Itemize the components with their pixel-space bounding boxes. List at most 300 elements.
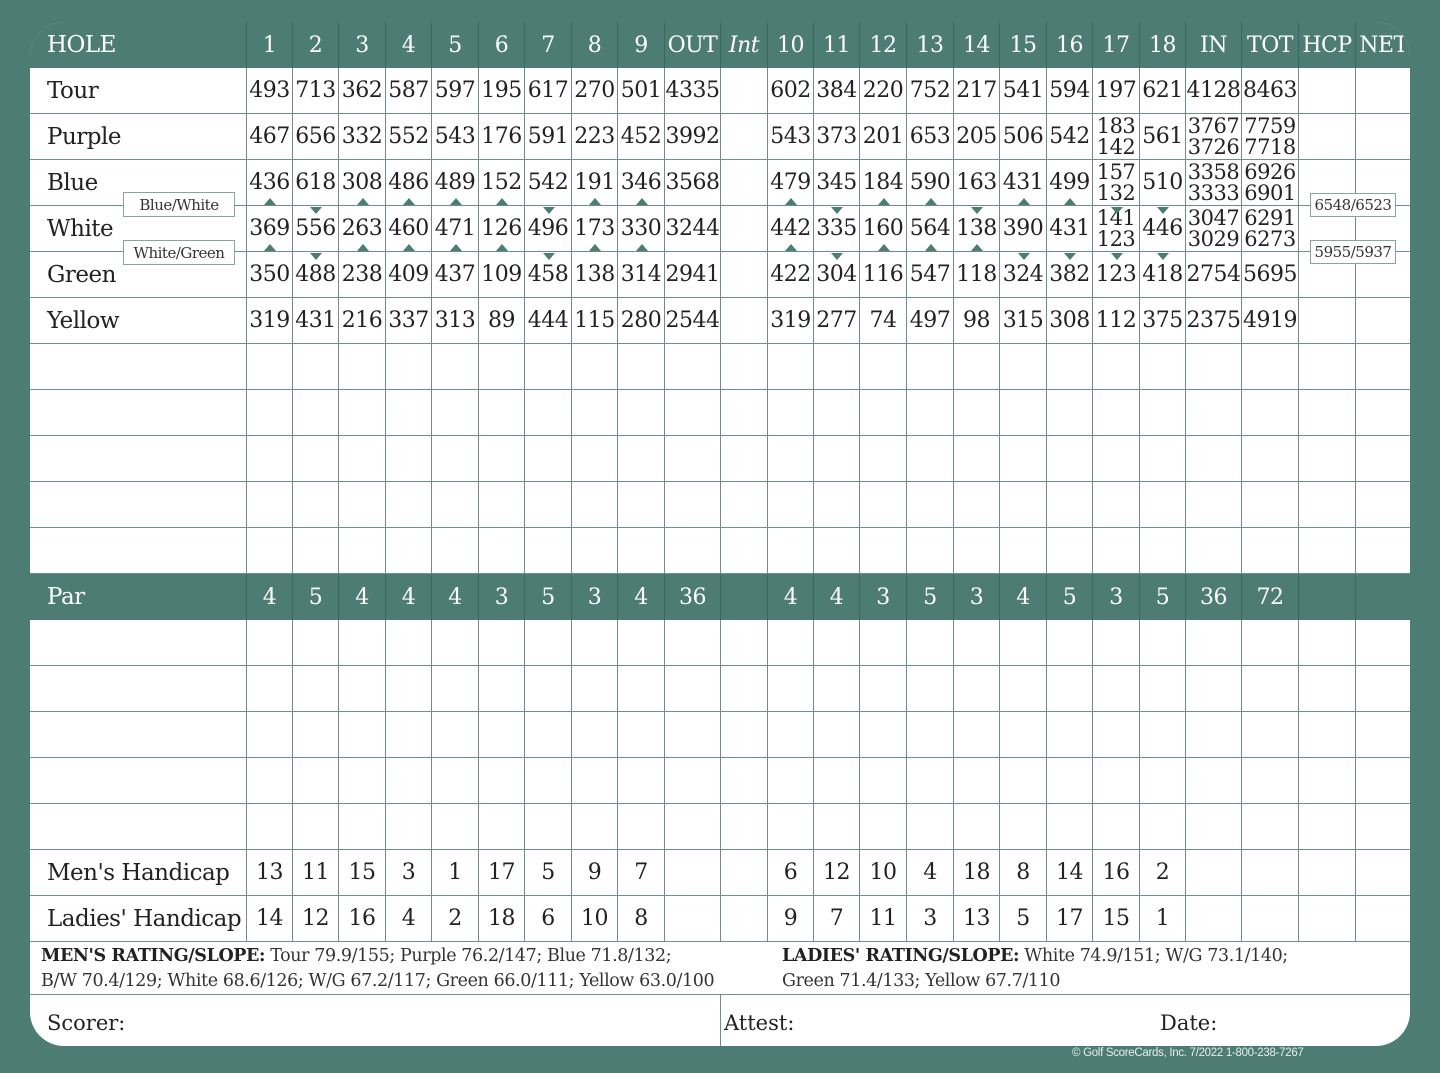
- blank-score-cell: [339, 758, 386, 804]
- blank-score-cell: [1093, 528, 1140, 574]
- blank-score-cell: [1242, 666, 1299, 712]
- blank-score-cell: [1140, 436, 1186, 482]
- par-label: Par: [30, 574, 247, 620]
- tour-tee-label: Tour: [30, 68, 247, 114]
- hole-number-1: 1: [247, 22, 293, 68]
- yellow-yardage-cell: 216: [339, 298, 386, 344]
- blue-yardage-cell: 345: [814, 160, 860, 206]
- white-yardage-cell: [721, 206, 768, 252]
- white-yardage-cell: 138: [954, 206, 1000, 252]
- tee-marker-up-icon: [589, 198, 601, 205]
- blank-score-cell: [339, 436, 386, 482]
- blank-score-cell: [525, 758, 572, 804]
- par-cell: 4: [247, 574, 293, 620]
- green-yardage-cell: 547: [907, 252, 954, 298]
- blank-score-cell: [1242, 620, 1299, 666]
- tee-marker-up-icon: [925, 198, 937, 205]
- tee-marker-up-icon: [878, 198, 890, 205]
- mens-handicap-cell: 5: [525, 850, 572, 896]
- purple-yardage-cell: [1186, 114, 1242, 160]
- blue-yardage-cell: 308: [339, 160, 386, 206]
- blue-yardage-alternate: 3333: [1187, 180, 1240, 205]
- tee-marker-up-icon: [264, 244, 276, 251]
- white-yardage-cell: 442: [768, 206, 814, 252]
- ladies-handicap-cell: 4: [386, 896, 432, 942]
- yellow-yardage-cell: 337: [386, 298, 432, 344]
- blank-score-cell: [954, 528, 1000, 574]
- blank-score-cell: [1000, 436, 1047, 482]
- green-yardage-cell: 238: [339, 252, 386, 298]
- par-cell: 5: [525, 574, 572, 620]
- mens-handicap-cell: 8: [1000, 850, 1047, 896]
- blank-score-cell: [1186, 528, 1242, 574]
- yellow-yardage-cell: 4919: [1242, 298, 1299, 344]
- tee-marker-down-icon: [971, 207, 983, 214]
- blank-score-cell: [665, 758, 721, 804]
- ladies-handicap-cell: 9: [768, 896, 814, 942]
- blue-white-combo-tag: Blue/White: [123, 192, 235, 217]
- blank-score-cell: [479, 712, 525, 758]
- blank-score-cell: [1242, 436, 1299, 482]
- blank-score-cell: [907, 344, 954, 390]
- blank-score-cell: [860, 528, 907, 574]
- purple-yardage-cell: 542: [1047, 114, 1093, 160]
- blank-score-cell: [572, 758, 618, 804]
- blank-score-cell: [432, 344, 479, 390]
- purple-yardage-alternate: 3726: [1187, 134, 1240, 159]
- blank-score-cell: [339, 666, 386, 712]
- blue-yardage-cell: 542: [525, 160, 572, 206]
- mens-handicap-cell: 17: [479, 850, 525, 896]
- ladies-handicap-cell: 5: [1000, 896, 1047, 942]
- blue-yardage-cell: 489: [432, 160, 479, 206]
- blank-score-cell: [1299, 344, 1356, 390]
- blank-score-cell: [1242, 344, 1299, 390]
- blank-score-cell: [1299, 804, 1356, 850]
- green-yardage-cell: 118: [954, 252, 1000, 298]
- yellow-yardage-cell: 497: [907, 298, 954, 344]
- blank-score-cell: [247, 666, 293, 712]
- blank-score-cell: [293, 758, 339, 804]
- white-tee-label: White: [30, 206, 247, 252]
- blank-score-cell: [339, 390, 386, 436]
- blank-score-cell: [432, 758, 479, 804]
- blank-score-cell: [721, 620, 768, 666]
- white-green-combo-tag: White/Green: [123, 240, 235, 265]
- white-yardage-cell: 496: [525, 206, 572, 252]
- blank-score-cell: [525, 482, 572, 528]
- green-yardage-cell: 2941: [665, 252, 721, 298]
- purple-yardage-cell: [721, 114, 768, 160]
- blank-score-cell: [572, 712, 618, 758]
- blank-score-cell: [665, 804, 721, 850]
- blank-score-cell: [1356, 344, 1410, 390]
- green-yardage-cell: 488: [293, 252, 339, 298]
- hole-number-out: OUT: [665, 22, 721, 68]
- ladies-handicap-cell: 12: [293, 896, 339, 942]
- purple-yardage-cell: 656: [293, 114, 339, 160]
- mens-handicap-label: Men's Handicap: [30, 850, 247, 896]
- tee-marker-up-icon: [496, 198, 508, 205]
- par-cell: 4: [386, 574, 432, 620]
- blank-score-cell: [1140, 758, 1186, 804]
- mens-handicap-cell: 9: [572, 850, 618, 896]
- par-cell: 5: [293, 574, 339, 620]
- white-yardage-cell: 335: [814, 206, 860, 252]
- blank-score-cell: [814, 436, 860, 482]
- ladies-rating-line2: Green 71.4/133; Yellow 67.7/110: [782, 971, 1061, 991]
- blank-score-cell: [525, 528, 572, 574]
- blank-score-cell: [1242, 804, 1299, 850]
- date-label: Date:: [1160, 1011, 1218, 1035]
- blank-score-cell: [907, 620, 954, 666]
- blank-label-cell: [30, 390, 247, 436]
- white-yardage-cell: [1242, 206, 1299, 252]
- tee-marker-down-icon: [831, 207, 843, 214]
- blank-score-cell: [768, 712, 814, 758]
- blank-score-cell: [1140, 712, 1186, 758]
- mens-handicap-cell: 10: [860, 850, 907, 896]
- blue-yardage-primary: 157: [1096, 159, 1136, 184]
- blank-score-cell: [954, 804, 1000, 850]
- mens-rating-heading: MEN'S RATING/SLOPE:: [41, 946, 266, 966]
- ladies-handicap-cell: [1356, 896, 1410, 942]
- tour-yardage-cell: 4335: [665, 68, 721, 114]
- tour-yardage-cell: 384: [814, 68, 860, 114]
- blank-score-cell: [386, 528, 432, 574]
- yellow-yardage-cell: [1299, 298, 1356, 344]
- mens-handicap-cell: 18: [954, 850, 1000, 896]
- par-cell: 36: [1186, 574, 1242, 620]
- tee-marker-down-icon: [1018, 253, 1030, 260]
- tour-yardage-cell: 197: [1093, 68, 1140, 114]
- blank-score-cell: [1140, 528, 1186, 574]
- purple-yardage-cell: 552: [386, 114, 432, 160]
- purple-yardage-cell: 467: [247, 114, 293, 160]
- tee-marker-down-icon: [310, 207, 322, 214]
- blank-score-cell: [432, 712, 479, 758]
- blank-score-cell: [479, 390, 525, 436]
- yellow-yardage-cell: 112: [1093, 298, 1140, 344]
- blank-label-cell: [30, 666, 247, 712]
- blank-score-cell: [479, 620, 525, 666]
- blank-score-cell: [860, 344, 907, 390]
- blank-score-cell: [247, 712, 293, 758]
- blank-score-cell: [386, 620, 432, 666]
- yellow-yardage-cell: 2544: [665, 298, 721, 344]
- blue-yardage-cell: 152: [479, 160, 525, 206]
- tee-marker-up-icon: [496, 244, 508, 251]
- tee-marker-up-icon: [1018, 198, 1030, 205]
- hole-number-8: 8: [572, 22, 618, 68]
- blank-score-cell: [1186, 482, 1242, 528]
- white-yardage-cell: 471: [432, 206, 479, 252]
- white-yardage-cell: 160: [860, 206, 907, 252]
- blank-score-cell: [293, 528, 339, 574]
- purple-yardage-cell: [1242, 114, 1299, 160]
- yellow-yardage-cell: 315: [1000, 298, 1047, 344]
- blank-score-cell: [572, 528, 618, 574]
- blank-score-cell: [618, 620, 665, 666]
- ladies-rating-slope: [782, 944, 1288, 994]
- ladies-rating-heading: LADIES' RATING/SLOPE:: [782, 946, 1020, 966]
- ladies-handicap-cell: [1186, 896, 1242, 942]
- hole-number-14: 14: [954, 22, 1000, 68]
- ladies-handicap-cell: 14: [247, 896, 293, 942]
- blank-score-cell: [618, 804, 665, 850]
- blank-score-cell: [1140, 344, 1186, 390]
- blank-score-cell: [1186, 666, 1242, 712]
- blank-score-cell: [860, 390, 907, 436]
- blank-score-cell: [1186, 758, 1242, 804]
- blank-score-cell: [339, 528, 386, 574]
- blank-score-cell: [1299, 482, 1356, 528]
- blank-score-cell: [1186, 804, 1242, 850]
- tee-marker-up-icon: [450, 244, 462, 251]
- purple-yardage-alternate: 142: [1096, 134, 1136, 159]
- blank-score-cell: [1093, 344, 1140, 390]
- tour-yardage-cell: 541: [1000, 68, 1047, 114]
- white-yardage-alternate: 123: [1096, 226, 1136, 251]
- white-yardage-cell: 390: [1000, 206, 1047, 252]
- blank-score-cell: [1093, 804, 1140, 850]
- blank-score-cell: [1140, 482, 1186, 528]
- blank-score-cell: [954, 344, 1000, 390]
- blank-score-cell: [247, 804, 293, 850]
- blank-score-cell: [860, 666, 907, 712]
- blank-score-cell: [721, 712, 768, 758]
- hole-number-12: 12: [860, 22, 907, 68]
- blank-score-cell: [954, 436, 1000, 482]
- blank-score-cell: [907, 804, 954, 850]
- blank-score-cell: [293, 436, 339, 482]
- tour-yardage-cell: 617: [525, 68, 572, 114]
- white-yardage-primary: 141: [1096, 205, 1136, 230]
- tee-marker-up-icon: [636, 198, 648, 205]
- green-yardage-cell: 437: [432, 252, 479, 298]
- blank-score-cell: [907, 390, 954, 436]
- yellow-yardage-cell: [721, 298, 768, 344]
- yellow-yardage-cell: 277: [814, 298, 860, 344]
- blank-score-cell: [247, 620, 293, 666]
- blank-score-cell: [572, 344, 618, 390]
- blank-score-cell: [1299, 436, 1356, 482]
- blank-score-cell: [479, 436, 525, 482]
- blank-score-cell: [814, 344, 860, 390]
- tee-marker-up-icon: [785, 244, 797, 251]
- blank-score-cell: [1242, 712, 1299, 758]
- blank-score-cell: [479, 758, 525, 804]
- blank-score-cell: [814, 528, 860, 574]
- ladies-handicap-cell: [1242, 896, 1299, 942]
- mens-handicap-cell: [665, 850, 721, 896]
- green-yardage-cell: [721, 252, 768, 298]
- green-yardage-cell: 382: [1047, 252, 1093, 298]
- blank-score-cell: [386, 666, 432, 712]
- par-cell: 4: [432, 574, 479, 620]
- blank-score-cell: [1000, 804, 1047, 850]
- blank-score-cell: [339, 712, 386, 758]
- mens-handicap-cell: 6: [768, 850, 814, 896]
- blank-score-cell: [293, 666, 339, 712]
- blue-yardage-cell: 510: [1140, 160, 1186, 206]
- tee-marker-down-icon: [1157, 253, 1169, 260]
- tee-marker-up-icon: [357, 198, 369, 205]
- blank-score-cell: [247, 344, 293, 390]
- green-tee-label: Green: [30, 252, 247, 298]
- ladies-handicap-cell: 7: [814, 896, 860, 942]
- blank-score-cell: [1186, 620, 1242, 666]
- ladies-rating-line1: White 74.9/151; W/G 73.1/140;: [1019, 946, 1288, 966]
- mens-rating-line1: Tour 79.9/155; Purple 76.2/147; Blue 71.8/132;: [265, 946, 672, 966]
- blue-yardage-alternate: 132: [1096, 180, 1136, 205]
- white-yardage-cell: 460: [386, 206, 432, 252]
- blank-label-cell: [30, 620, 247, 666]
- blank-score-cell: [432, 528, 479, 574]
- blank-score-cell: [618, 712, 665, 758]
- ladies-handicap-cell: 6: [525, 896, 572, 942]
- blank-score-cell: [860, 620, 907, 666]
- blank-score-cell: [1000, 712, 1047, 758]
- green-yardage-cell: 350: [247, 252, 293, 298]
- white-yardage-cell: 263: [339, 206, 386, 252]
- blank-score-cell: [293, 390, 339, 436]
- blank-score-cell: [721, 436, 768, 482]
- purple-yardage-primary: 7759: [1244, 113, 1296, 138]
- blank-score-cell: [386, 344, 432, 390]
- mens-handicap-cell: [721, 850, 768, 896]
- tee-marker-down-icon: [1064, 253, 1076, 260]
- blank-score-cell: [768, 436, 814, 482]
- yellow-yardage-cell: 74: [860, 298, 907, 344]
- green-yardage-cell: 109: [479, 252, 525, 298]
- blank-score-cell: [247, 390, 293, 436]
- green-yardage-cell: 5695: [1242, 252, 1299, 298]
- blue-yardage-cell: 3568: [665, 160, 721, 206]
- blank-score-cell: [1186, 390, 1242, 436]
- ladies-handicap-cell: 13: [954, 896, 1000, 942]
- par-cell: [1299, 574, 1356, 620]
- par-cell: 3: [954, 574, 1000, 620]
- copyright-notice: © Golf ScoreCards, Inc. 7/2022 1-800-238-7267: [1072, 1047, 1304, 1059]
- blank-label-cell: [30, 482, 247, 528]
- blank-score-cell: [247, 436, 293, 482]
- blank-score-cell: [572, 482, 618, 528]
- scorecard-grid: [30, 22, 1410, 940]
- tour-yardage-cell: 270: [572, 68, 618, 114]
- tee-marker-up-icon: [450, 198, 462, 205]
- blank-score-cell: [572, 620, 618, 666]
- white-yardage-primary: 6291: [1244, 205, 1296, 230]
- green-yardage-cell: 458: [525, 252, 572, 298]
- tee-marker-down-icon: [543, 207, 555, 214]
- blank-score-cell: [1356, 482, 1410, 528]
- ladies-handicap-cell: 8: [618, 896, 665, 942]
- blank-score-cell: [721, 666, 768, 712]
- blank-score-cell: [293, 344, 339, 390]
- ladies-handicap-cell: 2: [432, 896, 479, 942]
- blank-score-cell: [1299, 666, 1356, 712]
- ladies-handicap-cell: 10: [572, 896, 618, 942]
- blank-score-cell: [572, 436, 618, 482]
- ladies-handicap-cell: 17: [1047, 896, 1093, 942]
- blank-score-cell: [247, 482, 293, 528]
- purple-yardage-cell: 176: [479, 114, 525, 160]
- yellow-yardage-cell: 98: [954, 298, 1000, 344]
- purple-yardage-alternate: 7718: [1244, 134, 1296, 159]
- blank-score-cell: [432, 620, 479, 666]
- purple-yardage-cell: 653: [907, 114, 954, 160]
- tour-yardage-cell: 752: [907, 68, 954, 114]
- blank-score-cell: [1186, 712, 1242, 758]
- blank-score-cell: [572, 666, 618, 712]
- tee-marker-down-icon: [543, 253, 555, 260]
- blank-score-cell: [954, 666, 1000, 712]
- white-yardage-cell: 126: [479, 206, 525, 252]
- blank-score-cell: [814, 758, 860, 804]
- tour-yardage-cell: 195: [479, 68, 525, 114]
- blank-score-cell: [768, 758, 814, 804]
- blank-score-cell: [665, 436, 721, 482]
- blank-score-cell: [1356, 620, 1410, 666]
- blank-score-cell: [293, 804, 339, 850]
- tee-marker-up-icon: [357, 244, 369, 251]
- blank-score-cell: [339, 344, 386, 390]
- blank-score-cell: [525, 712, 572, 758]
- blue-yardage-cell: 499: [1047, 160, 1093, 206]
- blank-score-cell: [907, 436, 954, 482]
- hole-number-tot: TOT: [1242, 22, 1299, 68]
- tour-yardage-cell: 597: [432, 68, 479, 114]
- blank-score-cell: [618, 666, 665, 712]
- tour-yardage-cell: 220: [860, 68, 907, 114]
- blank-score-cell: [814, 390, 860, 436]
- blank-score-cell: [1242, 390, 1299, 436]
- tour-yardage-cell: 621: [1140, 68, 1186, 114]
- blank-score-cell: [1000, 758, 1047, 804]
- blank-score-cell: [768, 804, 814, 850]
- white-yardage-cell: 446: [1140, 206, 1186, 252]
- blank-score-cell: [386, 758, 432, 804]
- white-green-combo-total: 5955/5937: [1310, 240, 1396, 264]
- par-cell: 4: [768, 574, 814, 620]
- purple-yardage-cell: 223: [572, 114, 618, 160]
- tee-marker-down-icon: [831, 253, 843, 260]
- par-cell: 4: [814, 574, 860, 620]
- blank-score-cell: [860, 712, 907, 758]
- blue-yardage-primary: 6926: [1244, 159, 1296, 184]
- blank-score-cell: [247, 758, 293, 804]
- par-cell: 5: [907, 574, 954, 620]
- blank-score-cell: [1000, 528, 1047, 574]
- blue-yardage-cell: 436: [247, 160, 293, 206]
- blue-yardage-alternate: 6901: [1244, 180, 1296, 205]
- blank-score-cell: [479, 666, 525, 712]
- blank-score-cell: [1299, 390, 1356, 436]
- tee-marker-down-icon: [310, 253, 322, 260]
- white-yardage-alternate: 3029: [1187, 226, 1240, 251]
- blank-score-cell: [339, 482, 386, 528]
- tee-marker-down-icon: [1111, 253, 1123, 260]
- purple-yardage-primary: 3767: [1187, 113, 1240, 138]
- tee-marker-down-icon: [1157, 207, 1169, 214]
- blank-score-cell: [954, 390, 1000, 436]
- white-yardage-cell: 173: [572, 206, 618, 252]
- blank-score-cell: [907, 482, 954, 528]
- blank-score-cell: [768, 390, 814, 436]
- yellow-yardage-cell: 2375: [1186, 298, 1242, 344]
- blue-yardage-cell: 486: [386, 160, 432, 206]
